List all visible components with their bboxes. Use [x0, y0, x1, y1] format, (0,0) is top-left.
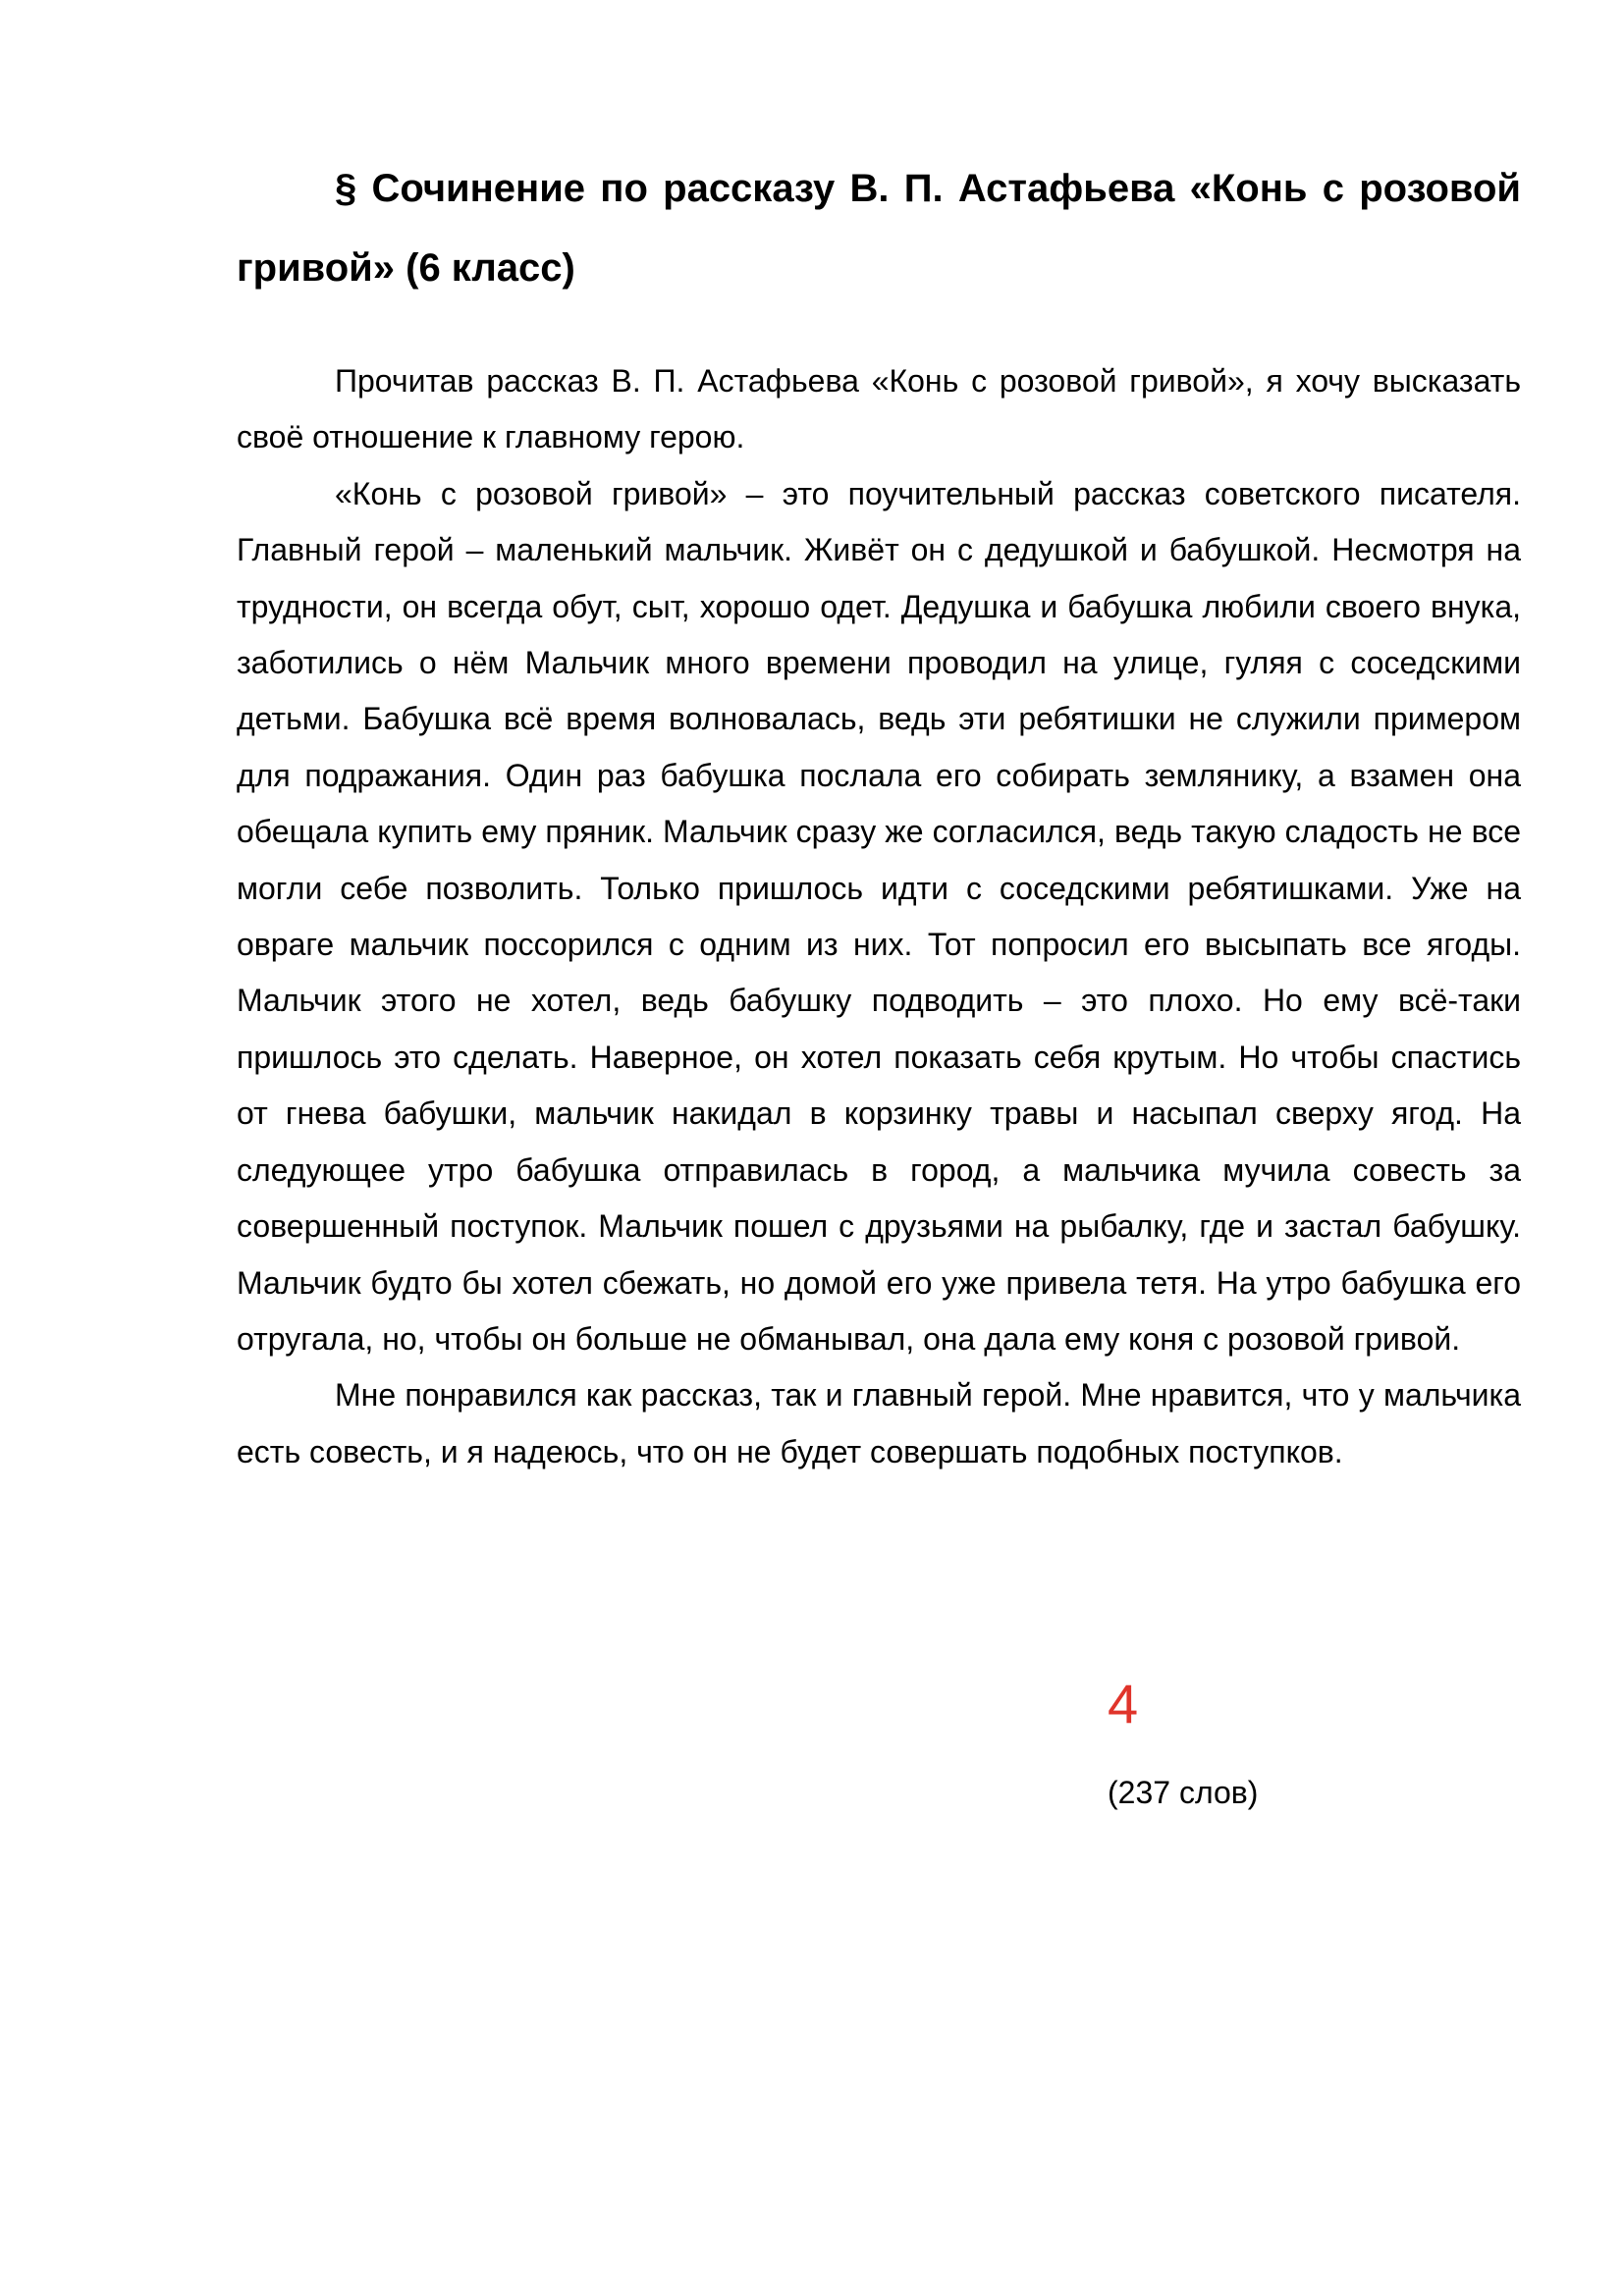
essay-document	[237, 149, 1521, 1480]
essay-paragraph-main: «Конь с розовой гривой» – это поучительный рассказ советского писателя. Главный герой – маленький мальчик. Живёт он с дедушкой и бабушкой. Несмотря на трудности, он всегда обут, сыт, хорошо одет. Дедушка и бабушка любили своего внука, заботились о нём Мальчик много времени проводил на улице, гуляя с соседскими детьми. Бабушка всё время волновалась, ведь эти ребятишки не служили примером для подражания. Один раз бабушка послала его собирать землянику, а взамен она обещала купить ему пряник. Мальчик сразу же согласился, ведь такую сладость не все могли себе позволить. Только пришлось идти с соседскими ребятишками. Уже на овраге мальчик поссорился с одним из них. Тот попросил его высыпать все ягоды. Мальчик этого не хотел, ведь бабушку подводить – это плохо. Но ему всё-таки пришлось это сделать. Наверное, он хотел показать себя крутым. Но чтобы спастись от гнева бабушки, мальчик накидал в корзинку травы и насыпал сверху ягод. На следующее утро бабушка отправилась в город, а мальчика мучила совесть за совершенный поступок. Мальчик пошел с друзьями на рыбалку, где и застал бабушку. Мальчик будто бы хотел сбежать, но домой его уже привела тетя. На утро бабушка его отругала, но, чтобы он больше не обманывал, она дала ему коня с розовой гривой.	[237, 475, 1521, 1357]
essay-paragraph-conclusion: Мне понравился как рассказ, так и главный герой. Мне нравится, что у мальчика есть совесть, и я надеюсь, что он не будет совершать подобных поступков.	[237, 1377, 1521, 1469]
essay-body	[237, 353, 1521, 1480]
essay-paragraph-intro: Прочитав рассказ В. П. Астафьева «Конь с розовой гривой», я хочу высказать своё отношение к главному герою.	[237, 363, 1521, 455]
essay-title: § Сочинение по рассказу В. П. Астафьева «Конь с розовой гривой» (6 класс)	[237, 167, 1521, 290]
word-count-label: (237 слов)	[1108, 1775, 1259, 1810]
grade-score: 4	[1108, 1673, 1139, 1735]
